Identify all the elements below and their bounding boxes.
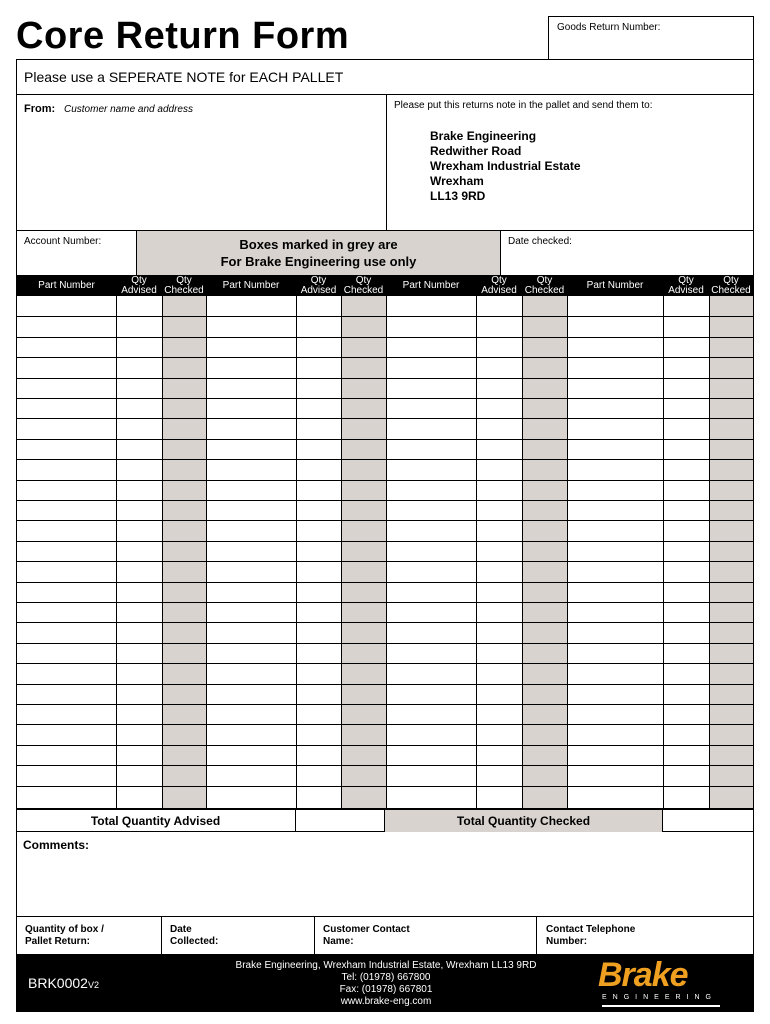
send-to-label: Please put this returns note in the pallet and send them to:: [394, 100, 653, 111]
tel-line: Tel: (01978) 667800: [341, 972, 431, 983]
table-row[interactable]: [17, 704, 753, 724]
row-divider: [17, 398, 753, 399]
table-row[interactable]: [17, 684, 753, 704]
total-checked-field[interactable]: [662, 810, 752, 832]
table-row[interactable]: [17, 765, 753, 785]
row-divider: [17, 500, 753, 501]
from-hint: Customer name and address: [64, 104, 193, 115]
row-divider: [17, 378, 753, 379]
brake-logo: [598, 957, 748, 1007]
row-divider: [17, 337, 753, 338]
table-row[interactable]: [17, 745, 753, 765]
qty-box-field[interactable]: [16, 917, 162, 955]
row-divider: [17, 684, 753, 685]
column-header: Part Number: [586, 279, 644, 291]
table-row[interactable]: [17, 602, 753, 622]
parts-table: [16, 275, 754, 808]
qty-box-label: Quantity of box / Pallet Return:: [25, 924, 104, 947]
from-label: From:: [24, 103, 56, 115]
table-row[interactable]: [17, 663, 753, 683]
account-number-field[interactable]: [16, 231, 136, 275]
goods-return-number-field[interactable]: [548, 16, 754, 60]
table-row[interactable]: [17, 296, 753, 316]
column-header: Qty Checked: [343, 274, 384, 296]
row-divider: [17, 663, 753, 664]
table-row[interactable]: [17, 724, 753, 744]
table-row[interactable]: [17, 541, 753, 561]
column-header: Qty Checked: [711, 274, 751, 296]
logo-word: Brake: [598, 956, 688, 994]
row-divider: [17, 439, 753, 440]
date-checked-field[interactable]: [501, 231, 754, 275]
column-header: Qty Advised: [121, 274, 157, 296]
table-row[interactable]: [17, 459, 753, 479]
form-code-text: BRK0002: [28, 975, 88, 991]
total-advised-label: Total Quantity Advised: [90, 814, 221, 828]
company-contact: [206, 960, 566, 1008]
table-row[interactable]: [17, 418, 753, 438]
date-collected-field[interactable]: [162, 917, 315, 955]
table-row[interactable]: [17, 398, 753, 418]
customer-contact-label: Customer Contact Name:: [323, 924, 410, 947]
column-header: Qty Advised: [668, 274, 704, 296]
row-divider: [17, 520, 753, 521]
from-address-field[interactable]: [16, 95, 386, 231]
column-header: Part Number: [222, 279, 280, 291]
row-divider: [17, 602, 753, 603]
account-number-label: Account Number:: [24, 236, 102, 247]
column-header: Part Number: [402, 279, 460, 291]
contact-phone-label: Contact Telephone Number:: [546, 924, 636, 947]
delivery-address: [430, 129, 581, 204]
row-divider: [17, 724, 753, 725]
table-row[interactable]: [17, 622, 753, 642]
send-to-block: [387, 95, 754, 231]
form-title: Core Return Form: [16, 15, 350, 57]
form-code: [28, 975, 99, 991]
row-divider: [17, 765, 753, 766]
row-divider: [17, 786, 753, 787]
column-header: Part Number: [38, 279, 95, 291]
row-divider: [17, 541, 753, 542]
address-line: Brake Engineering: [430, 129, 537, 143]
totals-row: [16, 808, 754, 832]
table-row[interactable]: [17, 439, 753, 459]
company-line: Brake Engineering, Wrexham Industrial Estate, Wrexham LL13 9RD: [235, 960, 537, 971]
table-row[interactable]: [17, 357, 753, 377]
table-row[interactable]: [17, 520, 753, 540]
customer-contact-field[interactable]: [315, 917, 537, 955]
address-line: Redwither Road: [430, 144, 522, 158]
comments-label: Comments:: [23, 838, 90, 852]
form-version: V2: [87, 980, 99, 990]
row-divider: [17, 357, 753, 358]
footer-fields: [16, 917, 754, 955]
column-header: Qty Checked: [164, 274, 204, 296]
table-row[interactable]: [17, 378, 753, 398]
date-checked-label: Date checked:: [508, 236, 572, 247]
grey-notice: [136, 231, 501, 275]
table-row[interactable]: [17, 316, 753, 336]
row-divider: [17, 582, 753, 583]
row-divider: [17, 622, 753, 623]
table-row[interactable]: [17, 582, 753, 602]
table-row[interactable]: [17, 337, 753, 357]
table-row[interactable]: [17, 643, 753, 663]
row-divider: [17, 643, 753, 644]
total-advised-field[interactable]: [295, 810, 385, 832]
web-line: www.brake-eng.com: [340, 996, 432, 1007]
address-line: Wrexham Industrial Estate: [430, 159, 581, 173]
address-line: Wrexham: [430, 174, 484, 188]
row-divider: [17, 480, 753, 481]
table-row[interactable]: [17, 480, 753, 500]
column-header: Qty Advised: [300, 274, 337, 296]
comments-field[interactable]: [16, 832, 754, 916]
grey-notice-line1: Boxes marked in grey are: [239, 237, 398, 252]
row-divider: [17, 745, 753, 746]
total-checked-label: Total Quantity Checked: [385, 810, 662, 832]
table-row[interactable]: [17, 561, 753, 581]
row-divider: [17, 459, 753, 460]
date-collected-label: Date Collected:: [170, 924, 219, 947]
address-line: LL13 9RD: [430, 189, 486, 203]
goods-return-number-label: Goods Return Number:: [557, 22, 661, 33]
logo-underline: [602, 1005, 720, 1007]
row-divider: [17, 316, 753, 317]
row-divider: [17, 418, 753, 419]
footer-bar: [16, 955, 754, 1012]
column-header: Qty Checked: [524, 274, 565, 296]
row-divider: [17, 704, 753, 705]
row-divider: [17, 561, 753, 562]
grey-notice-line2: For Brake Engineering use only: [220, 254, 417, 269]
separate-note-text: Please use a SEPERATE NOTE for EACH PALLET: [24, 69, 344, 85]
logo-sub: ENGINEERING: [602, 994, 718, 1001]
column-header: Qty Advised: [481, 274, 517, 296]
table-row[interactable]: [17, 786, 753, 806]
fax-line: Fax: (01978) 667801: [339, 984, 433, 995]
table-row[interactable]: [17, 500, 753, 520]
contact-phone-field[interactable]: [537, 917, 754, 955]
